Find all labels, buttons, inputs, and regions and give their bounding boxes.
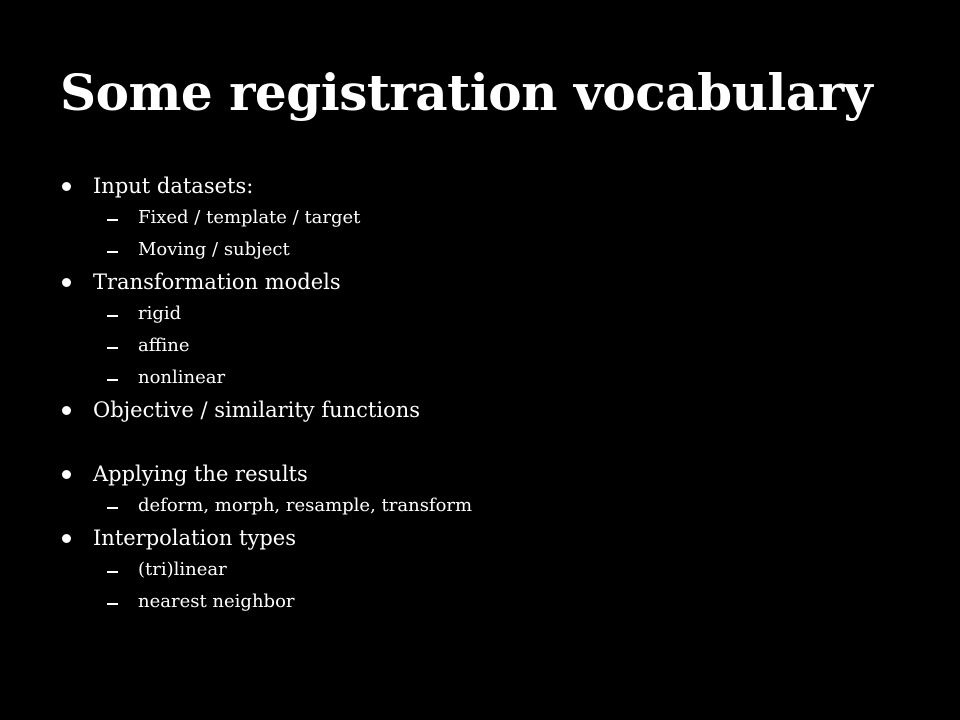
blank-line (60, 426, 920, 458)
bullet-icon (62, 458, 72, 490)
sub-list-item (60, 554, 920, 586)
list-item (60, 266, 920, 298)
sub-list-item-text: rigid (138, 303, 182, 324)
list-item (60, 394, 920, 426)
sub-list-item (60, 330, 920, 362)
sub-list-item (60, 298, 920, 330)
sub-list-item (60, 362, 920, 394)
bullet-icon (62, 266, 72, 298)
dash-icon (107, 234, 119, 266)
sub-list-item-text: nonlinear (138, 367, 226, 388)
sub-list-item-text: Moving / subject (138, 239, 290, 260)
bullet-list (60, 170, 920, 618)
slide-title: Some registration vocabulary (60, 63, 873, 122)
list-item-text: Transformation models (93, 270, 341, 294)
list-item-text: Interpolation types (93, 526, 296, 550)
sub-list-item (60, 234, 920, 266)
dash-icon (107, 362, 119, 394)
sub-list-item (60, 586, 920, 618)
dash-icon (107, 202, 119, 234)
list-item-text: Objective / similarity functions (93, 398, 421, 422)
dash-icon (107, 298, 119, 330)
sub-list-item-text: affine (138, 335, 190, 356)
sub-list-item-text: nearest neighbor (138, 591, 295, 612)
sub-list-item (60, 202, 920, 234)
list-item (60, 458, 920, 490)
dash-icon (107, 586, 119, 618)
list-item (60, 522, 920, 554)
list-item (60, 170, 920, 202)
dash-icon (107, 554, 119, 586)
dash-icon (107, 330, 119, 362)
sub-list-item-text: Fixed / template / target (138, 207, 361, 228)
list-item-text: Input datasets: (93, 174, 254, 198)
dash-icon (107, 490, 119, 522)
bullet-icon (62, 170, 72, 202)
bullet-icon (62, 394, 72, 426)
sub-list-item-text: deform, morph, resample, transform (138, 495, 473, 516)
sub-list-item-text: (tri)linear (138, 559, 227, 580)
bullet-icon (62, 522, 72, 554)
list-item-text: Applying the results (93, 462, 308, 486)
sub-list-item (60, 490, 920, 522)
